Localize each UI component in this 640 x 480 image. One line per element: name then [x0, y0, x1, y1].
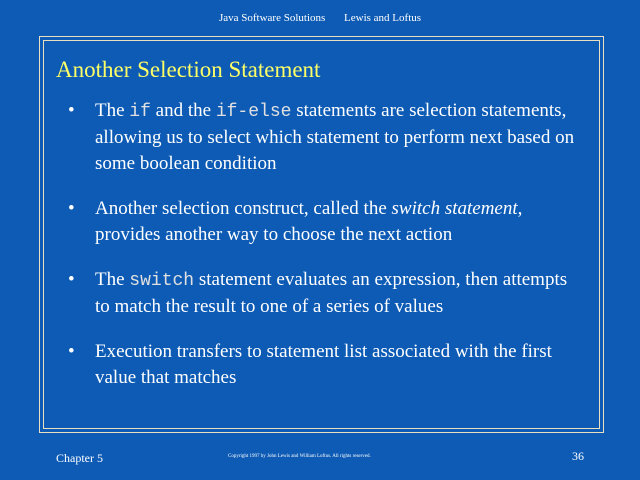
bullet-marker: • [68, 341, 75, 362]
bullet-item [68, 196, 578, 248]
page-number: 36 [572, 449, 584, 463]
bullet-marker: • [68, 100, 75, 121]
slide-title: Another Selection Statement [56, 57, 321, 82]
bullet-marker: • [68, 269, 75, 290]
bullet-item [68, 339, 578, 391]
chapter-label: Chapter 5 [56, 451, 103, 465]
authors: Lewis and Loftus [344, 12, 422, 24]
emphasis-term: switch statement [391, 198, 518, 219]
bullet-text: and the [150, 100, 216, 121]
bullet-text: The [95, 100, 130, 121]
bullet-list [68, 98, 578, 391]
bullet-text: The [95, 269, 130, 290]
book-title: Java Software Solutions [218, 12, 326, 24]
copyright-notice: Copyright 1997 by John Lewis and William Loftus. All rights reserved. [228, 454, 371, 459]
bullet-text: Another selection construct, called the [95, 198, 392, 219]
bullet-item [68, 98, 578, 177]
bullet-text: , provides another way to choose the next action [95, 198, 523, 245]
code-keyword: switch [129, 271, 195, 291]
code-keyword: if-else [215, 102, 292, 122]
bullet-item [68, 267, 578, 320]
code-keyword: if [129, 102, 151, 122]
bullet-text: statements are selection statements, allowing us to select which statement to perform next based on some boolean condition [95, 100, 575, 174]
bullet-text: Execution transfers to statement list associated with the first value that matches [95, 341, 552, 388]
slide-header [0, 12, 640, 24]
bullet-marker: • [68, 198, 75, 219]
bullet-text: statement evaluates an expression, then attempts to match the result to one of a series of values [95, 269, 568, 317]
